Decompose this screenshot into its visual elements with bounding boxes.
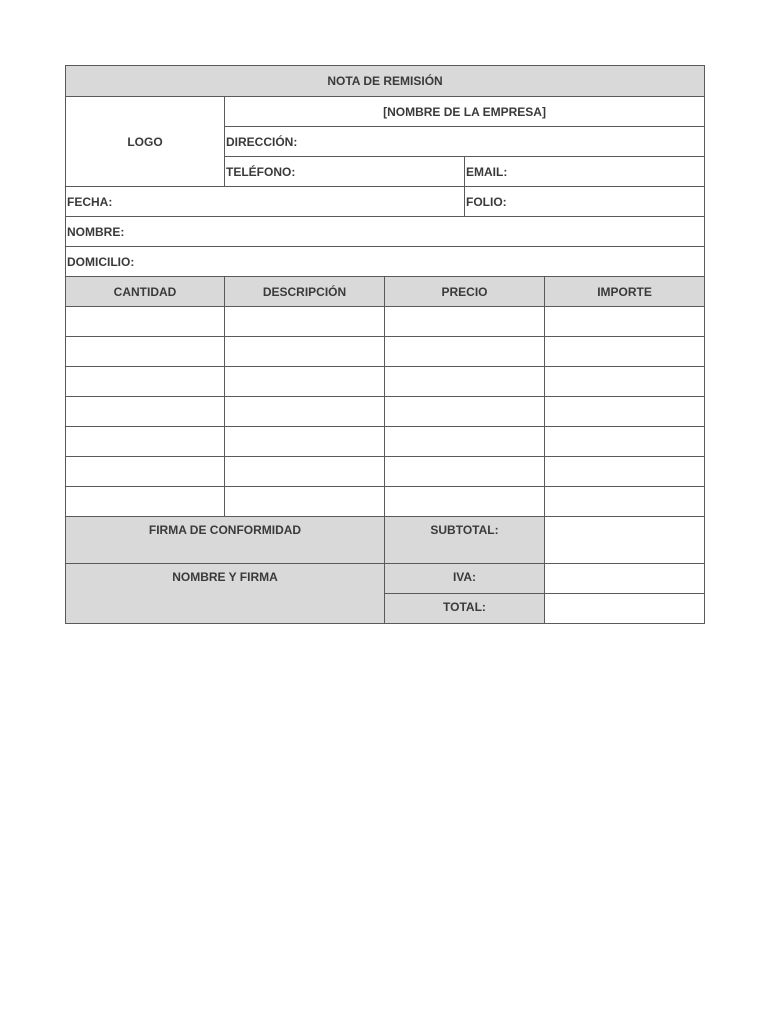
iva-label: IVA: — [385, 564, 545, 594]
header-price: PRECIO — [385, 277, 545, 307]
signature-conformity-label: FIRMA DE CONFORMIDAD — [66, 517, 385, 564]
quantity-cell[interactable] — [66, 457, 225, 487]
table-row — [66, 457, 705, 487]
table-row — [66, 487, 705, 517]
email-field[interactable]: EMAIL: — [465, 157, 705, 187]
items-header-row — [66, 277, 705, 307]
price-cell[interactable] — [385, 337, 545, 367]
description-cell[interactable] — [225, 367, 385, 397]
total-label: TOTAL: — [385, 594, 545, 624]
description-cell[interactable] — [225, 397, 385, 427]
name-signature-label: NOMBRE Y FIRMA — [66, 564, 385, 624]
quantity-cell[interactable] — [66, 307, 225, 337]
price-cell[interactable] — [385, 487, 545, 517]
document-title: NOTA DE REMISIÓN — [66, 66, 705, 97]
table-row — [66, 307, 705, 337]
description-cell[interactable] — [225, 337, 385, 367]
remission-note-form — [65, 65, 704, 624]
quantity-cell[interactable] — [66, 367, 225, 397]
total-value[interactable] — [545, 594, 705, 624]
description-cell[interactable] — [225, 457, 385, 487]
address-field[interactable]: DIRECCIÓN: — [225, 127, 705, 157]
subtotal-label: SUBTOTAL: — [385, 517, 545, 564]
phone-field[interactable]: TELÉFONO: — [225, 157, 465, 187]
company-name: [NOMBRE DE LA EMPRESA] — [225, 97, 705, 127]
amount-cell[interactable] — [545, 457, 705, 487]
quantity-cell[interactable] — [66, 427, 225, 457]
description-cell[interactable] — [225, 427, 385, 457]
quantity-cell[interactable] — [66, 337, 225, 367]
description-cell[interactable] — [225, 487, 385, 517]
amount-cell[interactable] — [545, 487, 705, 517]
amount-cell[interactable] — [545, 367, 705, 397]
subtotal-value[interactable] — [545, 517, 705, 564]
quantity-cell[interactable] — [66, 397, 225, 427]
table-row — [66, 427, 705, 457]
price-cell[interactable] — [385, 307, 545, 337]
amount-cell[interactable] — [545, 397, 705, 427]
folio-field[interactable]: FOLIO: — [465, 187, 705, 217]
iva-value[interactable] — [545, 564, 705, 594]
header-amount: IMPORTE — [545, 277, 705, 307]
logo-placeholder: LOGO — [66, 97, 225, 187]
price-cell[interactable] — [385, 457, 545, 487]
price-cell[interactable] — [385, 367, 545, 397]
amount-cell[interactable] — [545, 427, 705, 457]
customer-name-field[interactable]: NOMBRE: — [66, 217, 705, 247]
customer-domicile-field[interactable]: DOMICILIO: — [66, 247, 705, 277]
header-quantity: CANTIDAD — [66, 277, 225, 307]
date-field[interactable]: FECHA: — [66, 187, 465, 217]
amount-cell[interactable] — [545, 337, 705, 367]
amount-cell[interactable] — [545, 307, 705, 337]
price-cell[interactable] — [385, 397, 545, 427]
table-row — [66, 367, 705, 397]
price-cell[interactable] — [385, 427, 545, 457]
table-row — [66, 337, 705, 367]
quantity-cell[interactable] — [66, 487, 225, 517]
header-description: DESCRIPCIÓN — [225, 277, 385, 307]
remission-note-table — [65, 65, 705, 624]
table-row — [66, 397, 705, 427]
description-cell[interactable] — [225, 307, 385, 337]
